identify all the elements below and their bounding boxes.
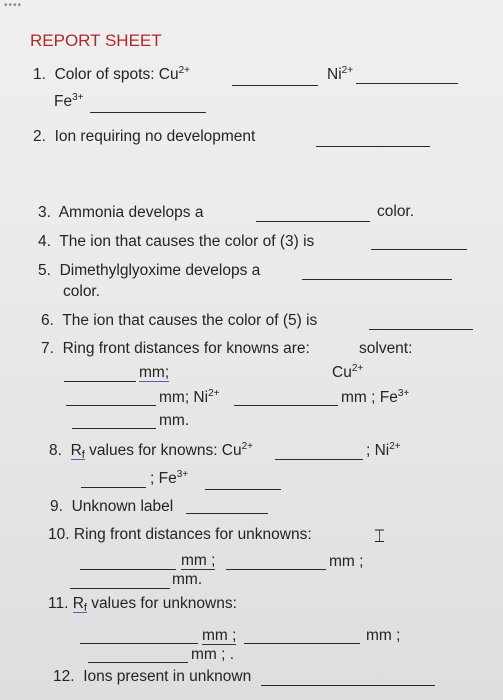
- q6-blank[interactable]: [369, 329, 473, 330]
- corner-mark: ••••: [4, 0, 23, 11]
- q11-mm-3: mm ; .: [191, 646, 235, 663]
- q2-label: 2. Ion requiring no development: [33, 128, 256, 145]
- q8-label: 8. Rf values for knowns: $Cu^{2+}$: [49, 441, 254, 461]
- q8-fe-blank[interactable]: [205, 489, 281, 490]
- q7-mm-3: mm ; $Fe^{3+}$: [341, 388, 410, 406]
- q9-blank[interactable]: [186, 513, 268, 514]
- q3-blank[interactable]: [256, 221, 370, 222]
- q1-ni-blank[interactable]: [356, 83, 458, 84]
- q3-tail: color.: [377, 203, 415, 220]
- text-cursor-icon: ⌶: [374, 526, 385, 547]
- q10-blank-1[interactable]: [80, 569, 176, 570]
- q4-blank[interactable]: [371, 249, 467, 250]
- q10-label: 10. Ring front distances for unknowns:: [48, 526, 312, 543]
- q12-blank[interactable]: [261, 685, 435, 686]
- q10-blank-2[interactable]: [226, 569, 326, 570]
- q10-mm-2: mm ;: [329, 553, 364, 570]
- q7-solvent: solvent:: [359, 340, 413, 357]
- q7-blank-4[interactable]: [72, 428, 156, 429]
- q7-mm-2: mm; $Ni^{2+}$: [159, 388, 220, 406]
- q7-label: 7. Ring front distances for knowns are:: [41, 340, 310, 357]
- q8-blank-2[interactable]: [81, 487, 146, 488]
- q7-cu: $Cu^{2+}$: [332, 363, 364, 381]
- q7-blank-2[interactable]: [66, 405, 156, 406]
- q1-fe-blank[interactable]: [90, 112, 206, 113]
- q8-cu-blank[interactable]: [275, 459, 363, 460]
- q1-label: 1. Color of spots: $Cu^{2+}$: [33, 65, 191, 83]
- q9-label: 9. Unknown label: [50, 498, 174, 515]
- q1-ni-label: $Ni^{2+}$: [327, 65, 354, 83]
- q11-mm-2: mm ;: [366, 627, 401, 644]
- q5-blank[interactable]: [302, 279, 452, 280]
- q10-mm-3: mm.: [172, 571, 203, 588]
- q12-label: 12. Ions present in unknown: [53, 668, 252, 685]
- page-title: REPORT SHEET: [30, 31, 162, 50]
- q2-blank[interactable]: [316, 146, 430, 147]
- q10-blank-3[interactable]: [70, 588, 170, 589]
- q7-blank-3[interactable]: [234, 405, 338, 406]
- q7-mm-1: mm;: [139, 364, 170, 381]
- q5-label: 5. Dimethylglyoxime develops a: [38, 262, 261, 279]
- q8-ni: ; $Ni^{2+}$: [366, 441, 401, 459]
- q4-label: 4. The ion that causes the color of (3) is: [38, 233, 315, 250]
- q5-line2: color.: [63, 283, 101, 300]
- q3-label: 3. Ammonia develops a: [38, 204, 204, 221]
- q11-blank-2[interactable]: [244, 643, 360, 644]
- q8-fe: ; $Fe^{3+}$: [150, 469, 189, 487]
- q11-blank-3[interactable]: [88, 662, 188, 663]
- q6-label: 6. The ion that causes the color of (5) is: [41, 312, 318, 329]
- q10-mm-1: mm ;: [181, 552, 216, 569]
- q7-blank-1[interactable]: [64, 381, 136, 382]
- q11-mm-1: mm ;: [202, 627, 237, 644]
- q1-cu-blank[interactable]: [232, 85, 318, 86]
- q11-blank-1[interactable]: [80, 643, 198, 644]
- q11-label: 11. Rf values for unknowns:: [48, 595, 237, 614]
- q1-fe-label: $Fe^{3+}$: [54, 92, 84, 110]
- q7-mm-4: mm.: [159, 412, 190, 429]
